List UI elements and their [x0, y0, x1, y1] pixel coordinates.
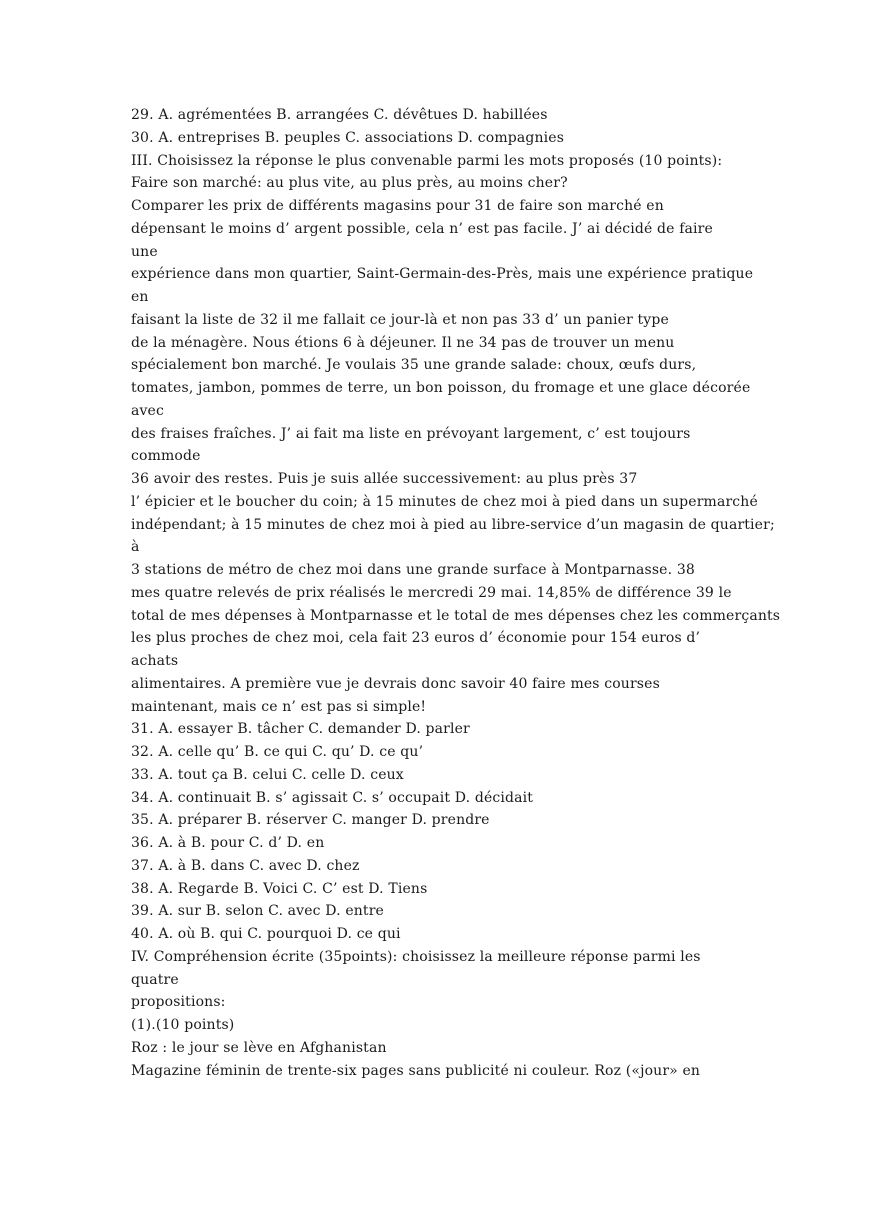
- text-line: total de mes dépenses à Montparnasse et le total de mes dépenses chez les commerçants: [131, 607, 781, 624]
- question-options: 32. A. celle qu’ B. ce qui C. qu’ D. ce qu’: [131, 744, 424, 760]
- text-line: indépendant; à 15 minutes de chez moi à pied au libre-service d’un magasin de quartier;: [131, 516, 775, 533]
- question-options: 40. A. où B. qui C. pourquoi D. ce qui: [131, 926, 401, 942]
- text-line: Magazine féminin de trente-six pages sans publicité ni couleur. Roz («jour» en: [131, 1062, 701, 1079]
- passage-title: Roz : le jour se lève en Afghanistan: [131, 1039, 387, 1056]
- question-options: 31. A. essayer B. tâcher C. demander D. parler: [131, 721, 470, 738]
- text-line: faisant la liste de 32 il me fallait ce jour-là et non pas 33 d’ un panier type: [131, 311, 669, 328]
- question-options: 39. A. sur B. selon C. avec D. entre: [131, 903, 384, 920]
- text-line: alimentaires. A première vue je devrais donc savoir 40 faire mes courses: [131, 675, 660, 692]
- passage-title: Faire son marché: au plus vite, au plus près, au moins cher?: [131, 175, 568, 192]
- text-line: 36 avoir des restes. Puis je suis allée successivement: au plus près 37: [131, 471, 638, 487]
- document-body: [131, 104, 781, 1082]
- text-line: des fraises fraîches. J’ ai fait ma liste en prévoyant largement, c’ est toujours: [131, 425, 691, 442]
- question-options: 35. A. préparer B. réserver C. manger D. prendre: [131, 812, 490, 829]
- question-options: 33. A. tout ça B. celui C. celle D. ceux: [131, 766, 404, 783]
- text-line: dépensant le moins d’ argent possible, cela n’ est pas facile. J’ ai décidé de faire: [131, 220, 713, 237]
- section-heading: IV. Compréhension écrite (35points): choisissez la meilleure réponse parmi les: [131, 948, 701, 965]
- text-line: 3 stations de métro de chez moi dans une grande surface à Montparnasse. 38: [131, 562, 695, 578]
- question-options: 37. A. à B. dans C. avec D. chez: [131, 857, 360, 874]
- text-line: quatre: [131, 971, 179, 988]
- text-line: spécialement bon marché. Je voulais 35 une grande salade: choux, œufs durs,: [131, 357, 697, 374]
- text-line: maintenant, mais ce n’ est pas si simple!: [131, 698, 427, 715]
- text-line: tomates, jambon, pommes de terre, un bon poisson, du fromage et une glace décorée: [131, 380, 751, 396]
- text-line: à: [131, 539, 140, 556]
- section-heading: III. Choisissez la réponse le plus convenable parmi les mots proposés (10 points):: [131, 152, 723, 169]
- text-line: l’ épicier et le boucher du coin; à 15 minutes de chez moi à pied dans un supermarché: [131, 493, 758, 510]
- text-line: de la ménagère. Nous étions 6 à déjeuner. Il ne 34 pas de trouver un menu: [131, 334, 675, 351]
- question-options: 38. A. Regarde B. Voici C. C’ est D. Tiens: [131, 880, 428, 897]
- text-line: expérience dans mon quartier, Saint-Germain-des-Près, mais une expérience pratique: [131, 266, 754, 283]
- text-line: 30. A. entreprises B. peuples C. associations D. compagnies: [131, 129, 565, 146]
- text-line: une: [131, 243, 158, 260]
- text-line: 29. A. agrémentées B. arrangées C. dévêtues D. habillées: [131, 107, 548, 123]
- text-line: commode: [131, 448, 201, 465]
- text-line: achats: [131, 653, 179, 669]
- text-line: propositions:: [131, 994, 226, 1011]
- text-line: Comparer les prix de différents magasins pour 31 de faire son marché en: [131, 198, 664, 214]
- question-options: 36. A. à B. pour C. d’ D. en: [131, 835, 325, 851]
- text-line: les plus proches de chez moi, cela fait 23 euros d’ économie pour 154 euros d’: [131, 630, 701, 647]
- subsection-label: (1).(10 points): [131, 1017, 235, 1033]
- question-options: 34. A. continuait B. s’ agissait C. s’ occupait D. décidait: [131, 789, 534, 806]
- text-line: en: [131, 289, 149, 305]
- text-line: mes quatre relevés de prix réalisés le mercredi 29 mai. 14,85% de différence 39 le: [131, 584, 732, 601]
- text-line: avec: [131, 402, 164, 419]
